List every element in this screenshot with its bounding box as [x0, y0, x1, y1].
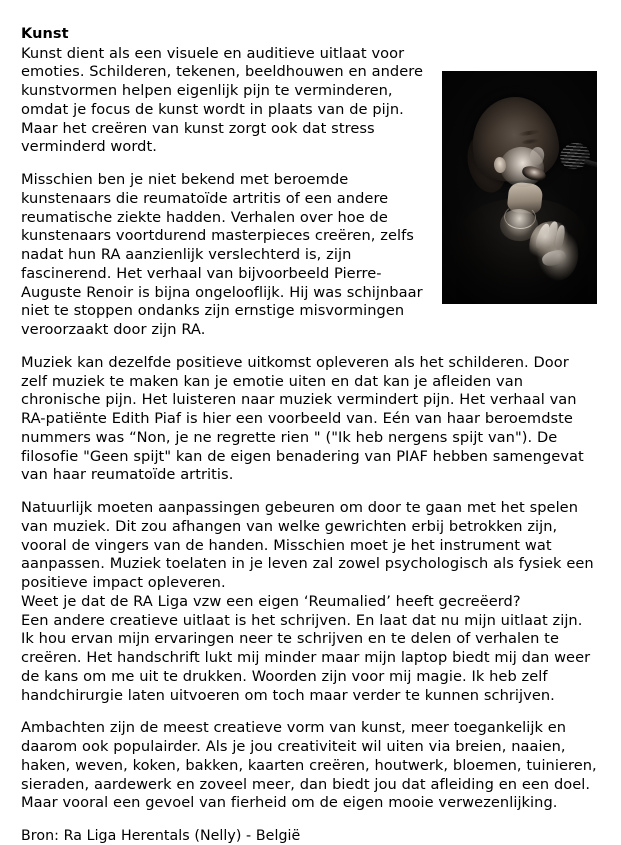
microphone-icon [557, 139, 592, 171]
edith-piaf-figure [442, 71, 597, 304]
article-body [21, 45, 599, 845]
edith-piaf-photo [442, 71, 597, 304]
paragraph-intro: Kunst dient als een visuele en auditieve uitlaat voor emoties. Schilderen, tekenen, beeldhouwen en andere kunstvormen helpen eigenlijk pijn te verminderen, omdat je focus de kunst wordt in plaats van de pijn. Maar het creëren van kunst zorgt ook dat stress verminderd wordt. [21, 44, 423, 156]
paragraph-adaptations: Natuurlijk moeten aanpassingen gebeuren om door te gaan met het spelen van muziek. Dit zou afhangen van welke gewrichten erbij betrokken zijn, vooral de vingers van de handen. Misschien moet je het instrument wat aanpassen. Muziek toelaten in je leven zal zowel psychologisch als fysiek een positieve impact opleveren. [21, 499, 594, 592]
paragraph-music-piaf: Muziek kan dezelfde positieve uitkomst opleveren als het schilderen. Door zelf muziek te maken kan je emotie uiten en dat kan je afleiden van chronische pijn. Het luisteren naar muziek vermindert pijn. Het verhaal van RA-patiënte Edith Piaf is hier een voorbeeld van. Eén van haar beroemdste nummers was “Non, je ne regrette rien " ("Ik heb nergens spijt van"). De filosofie "Geen spijt" kan de eigen benadering van PIAF hebben samengevat van haar reumatoïde artritis. [21, 353, 584, 484]
microphone-stem [584, 159, 597, 168]
paragraph-reumalied: Weet je dat de RA Liga vzw een eigen ‘Reumalied’ heeft gecreëerd? [21, 592, 521, 610]
paragraph-writing: Een andere creatieve uitlaat is het schrijven. En laat dat nu mijn uitlaat zijn. Ik hou ervan mijn ervaringen neer te schrijven en te delen of verhalen te creëren. Het handschrift lukt mij minder maar mijn laptop biedt mij dan weer de kans om me uit te drukken. Woorden zijn voor mij magie. Ik heb zelf handchirurgie laten uitvoeren om toch maar verder te kunnen schrijven. [21, 611, 591, 704]
paragraph-crafts: Ambachten zijn de meest creatieve vorm van kunst, meer toegankelijk en daarom ook populairder. Als je jou creativiteit wil uiten via breien, naaien, haken, weven, koken, bakken, kaarten creëren, houtwerk, bloemen, tuinieren, sieraden, aardewerk en zoveel meer, dan biedt jou dat afleiding en een doel. Maar vooral een gevoel van fierheid om de eigen mooie verwezenlijking. [21, 719, 597, 812]
paragraph-artists-with-ra: Misschien ben je niet bekend met beroemde kunstenaars die reumatoïde artritis of een andere reumatische ziekte hadden. Verhalen over hoe de kunstenaars voortdurend masterpieces creëren, zelfs nadat hun RA aanzienlijk verslechterd is, zijn fascinerend. Het verhaal van bijvoorbeeld Pierre-Auguste Renoir is bijna ongelooflijk. Hij was schijnbaar niet te stoppen ondanks zijn ernstige misvormingen veroorzaakt door zijn RA. [21, 171, 423, 339]
page-title: Kunst [21, 26, 69, 42]
source-attribution: Bron: Ra Liga Herentals (Nelly) - België [21, 828, 301, 845]
